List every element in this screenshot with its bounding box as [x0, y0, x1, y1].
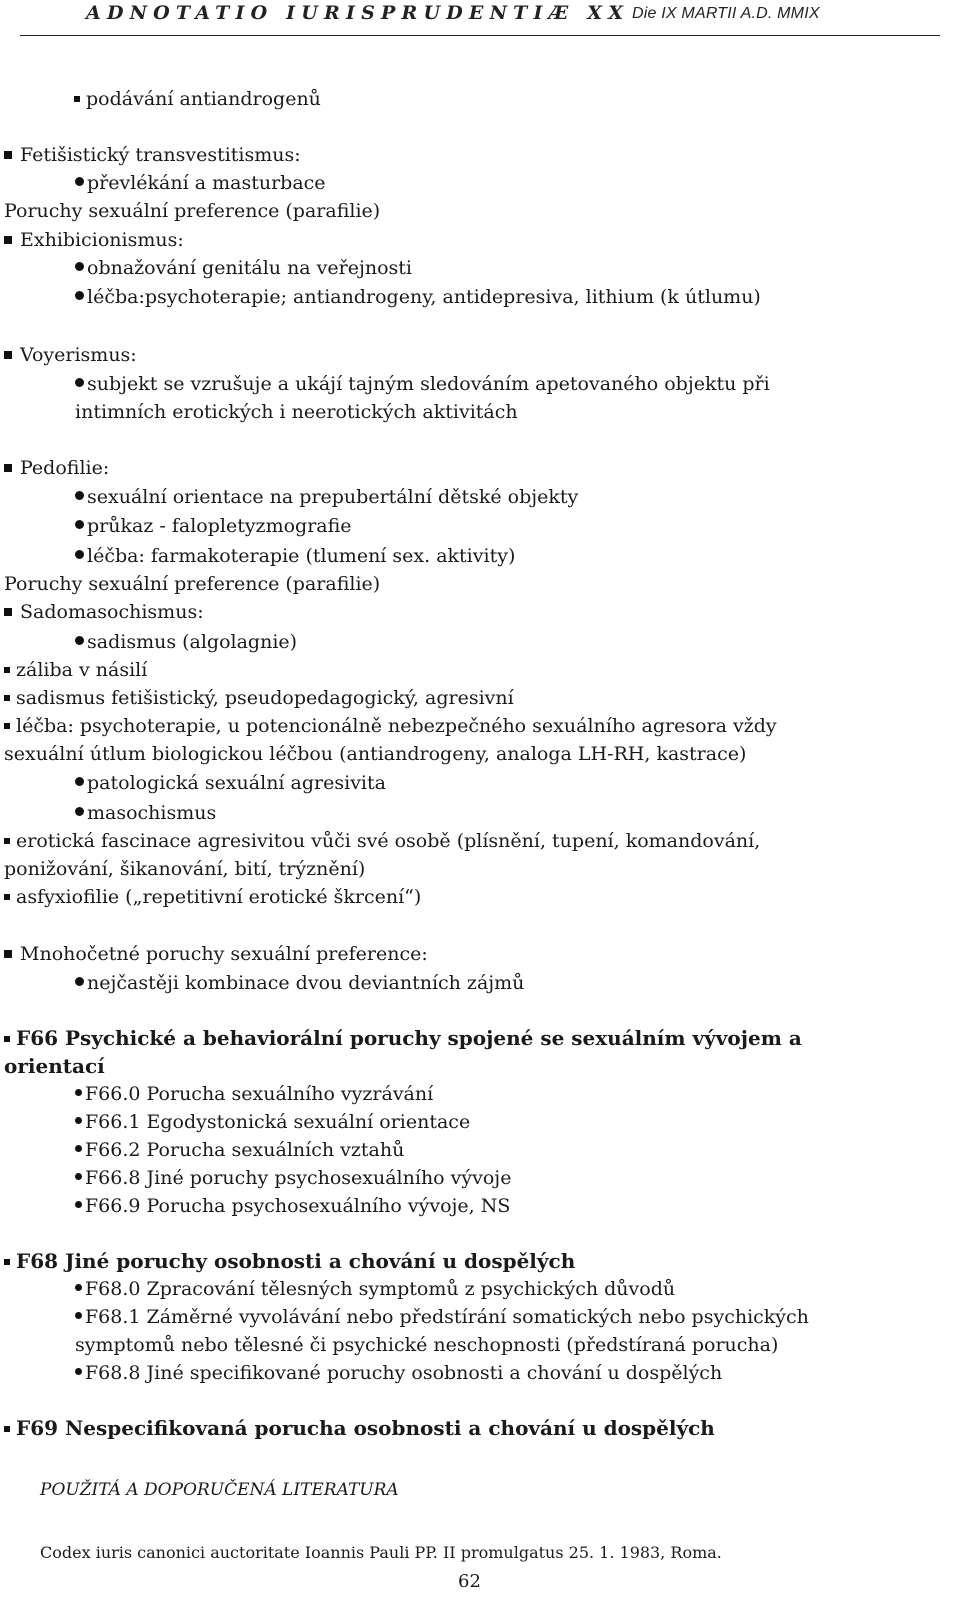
issue-date: Die IX MARTII A.D. MMIX: [632, 5, 820, 22]
square-bullet-icon: [4, 151, 12, 159]
round-bullet-icon: [75, 1368, 82, 1375]
square-bullet-icon: [4, 667, 10, 673]
list-item: léčba: farmakoterapie (tlumení sex. aktivity): [75, 544, 515, 568]
list-item: Exhibicionismus:: [4, 228, 184, 252]
section-heading: F69 Nespecifikovaná porucha osobnosti a chování u dospělých: [4, 1416, 715, 1440]
list-item: převlékání a masturbace: [75, 171, 326, 195]
round-bullet-icon: [75, 777, 84, 786]
text-line: sexuální útlum biologickou léčbou (antiandrogeny, analoga LH-RH, kastrace): [4, 743, 747, 765]
list-item: záliba v násilí: [4, 658, 147, 682]
round-bullet-icon: [75, 1089, 82, 1096]
list-item: asfyxiofilie („repetitivní erotické škrcení“): [4, 885, 421, 909]
list-item: průkaz - falopletyzmografie: [75, 514, 352, 538]
list-item: F66.0 Porucha sexuálního vyzrávání: [75, 1082, 433, 1106]
reference-entry: Codex iuris canonici auctoritate Ioannis Pauli PP. II promulgatus 25. 1. 1983, Roma.: [40, 1543, 722, 1562]
journal-title: ADNOTATIO IURISPRUDENTIÆ XX: [86, 2, 630, 24]
square-bullet-icon: [4, 950, 12, 958]
list-item: podávání antiandrogenů: [74, 87, 321, 111]
round-bullet-icon: [75, 1117, 82, 1124]
section-heading: orientací: [4, 1054, 105, 1078]
list-item: sadismus fetišistický, pseudopedagogický, agresivní: [4, 686, 514, 710]
square-bullet-icon: [4, 838, 10, 844]
square-bullet-icon: [4, 351, 12, 359]
square-bullet-icon: [4, 723, 10, 729]
round-bullet-icon: [75, 262, 84, 271]
text-line: intimních erotických i neerotických aktivitách: [75, 401, 518, 423]
list-item: patologická sexuální agresivita: [75, 771, 386, 795]
round-bullet-icon: [75, 636, 84, 645]
round-bullet-icon: [75, 977, 84, 986]
list-item: léčba: psychoterapie, u potencionálně nebezpečného sexuálního agresora vždy: [4, 714, 938, 738]
list-item: F66.9 Porucha psychosexuálního vývoje, NS: [75, 1194, 510, 1218]
section-heading: F66 Psychické a behaviorální poruchy spojené se sexuálním vývojem a: [4, 1026, 938, 1050]
list-item: obnažování genitálu na veřejnosti: [75, 256, 412, 280]
list-item: Fetišistický transvestitismus:: [4, 143, 301, 167]
list-item: Sadomasochismus:: [4, 600, 204, 624]
round-bullet-icon: [75, 1173, 82, 1180]
list-item: masochismus: [75, 801, 216, 825]
list-item: léčba:psychoterapie; antiandrogeny, antidepresiva, lithium (k útlumu): [75, 285, 761, 309]
square-bullet-icon: [4, 464, 12, 472]
list-item: subjekt se vzrušuje a ukájí tajným sledováním apetovaného objektu při: [75, 372, 937, 396]
list-item: F68.8 Jiné specifikované poruchy osobnosti a chování u dospělých: [75, 1361, 722, 1385]
list-item: sexuální orientace na prepubertální dětské objekty: [75, 485, 578, 509]
list-item: Mnohočetné poruchy sexuální preference:: [4, 942, 428, 966]
literature-heading: POUŽITÁ A DOPORUČENÁ LITERATURA: [40, 1480, 399, 1500]
text-line: Poruchy sexuální preference (parafilie): [4, 200, 381, 222]
square-bullet-icon: [4, 1036, 10, 1042]
round-bullet-icon: [75, 1145, 82, 1152]
list-item: Pedofilie:: [4, 456, 109, 480]
round-bullet-icon: [75, 1284, 82, 1291]
list-item: sadismus (algolagnie): [75, 630, 297, 654]
square-bullet-icon: [4, 695, 10, 701]
round-bullet-icon: [75, 291, 84, 300]
list-item: F66.8 Jiné poruchy psychosexuálního vývoje: [75, 1166, 511, 1190]
square-bullet-icon: [4, 1426, 10, 1432]
round-bullet-icon: [75, 807, 84, 816]
round-bullet-icon: [75, 491, 84, 500]
list-item: Voyerismus:: [4, 343, 137, 367]
round-bullet-icon: [75, 1312, 82, 1319]
round-bullet-icon: [75, 378, 84, 387]
text-line: symptomů nebo tělesné či psychické neschopnosti (předstíraná porucha): [75, 1334, 779, 1356]
round-bullet-icon: [75, 177, 84, 186]
text-line: Poruchy sexuální preference (parafilie): [4, 573, 381, 595]
square-bullet-icon: [74, 96, 80, 102]
list-item: F68.0 Zpracování tělesných symptomů z psychických důvodů: [75, 1277, 675, 1301]
text-line: ponižování, šikanování, bití, trýznění): [4, 858, 366, 880]
header-rule: [20, 35, 940, 36]
running-header: [20, 0, 940, 36]
square-bullet-icon: [4, 236, 12, 244]
list-item: F66.1 Egodystonická sexuální orientace: [75, 1110, 470, 1134]
section-heading: F68 Jiné poruchy osobnosti a chování u dospělých: [4, 1249, 575, 1273]
square-bullet-icon: [4, 608, 12, 616]
square-bullet-icon: [4, 1259, 10, 1265]
list-item: nejčastěji kombinace dvou deviantních zájmů: [75, 971, 524, 995]
list-item: F66.2 Porucha sexuálních vztahů: [75, 1138, 404, 1162]
list-item: F68.1 Záměrné vyvolávání nebo předstírání somatických nebo psychických: [75, 1305, 937, 1329]
square-bullet-icon: [4, 894, 10, 900]
round-bullet-icon: [75, 520, 84, 529]
list-item: erotická fascinace agresivitou vůči své osobě (plísnění, tupení, komandování,: [4, 829, 938, 853]
round-bullet-icon: [75, 1201, 82, 1208]
round-bullet-icon: [75, 550, 84, 559]
page-number: 62: [458, 1571, 481, 1592]
